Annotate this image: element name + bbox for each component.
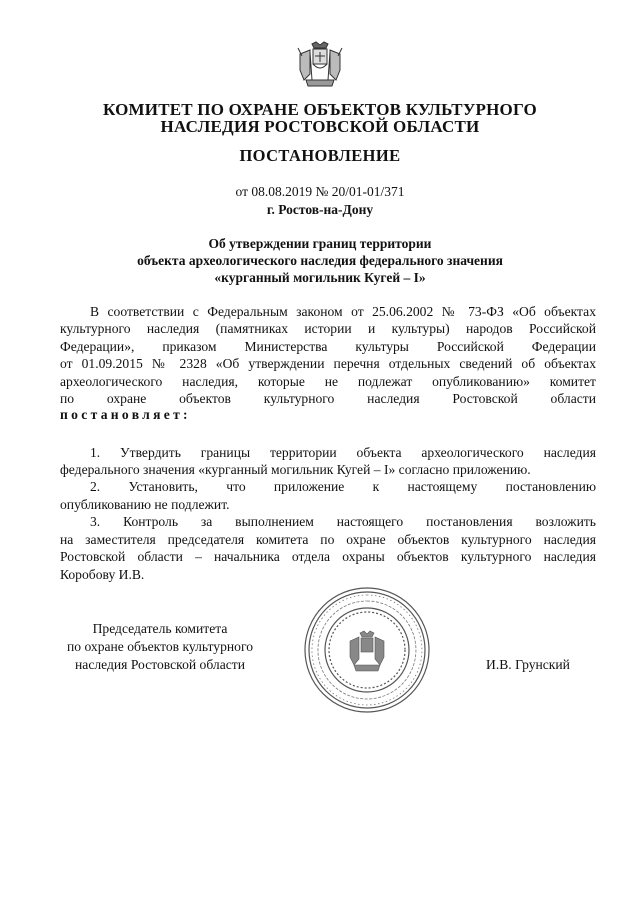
preamble-line: от 01.09.2015 № 2328 «Об утверждении перечня отдельных сведений об объектах: [60, 356, 596, 371]
document-type: ПОСТАНОВЛЕНИЕ: [239, 146, 401, 165]
item-3-line: 3. Контроль за выполнением настоящего постановления возложить: [90, 514, 596, 529]
document-city: г. Ростов-на-Дону: [266, 202, 374, 217]
organization-name-line-2: НАСЛЕДИЯ РОСТОВСКОЙ ОБЛАСТИ: [160, 117, 480, 136]
signatory-title-line-3: наследия Ростовской области: [75, 657, 245, 672]
signatory-name: И.В. Грунский: [486, 657, 570, 672]
signatory-title-line-2: по охране объектов культурного: [66, 639, 254, 654]
item-2-line: 2. Установить, что приложение к настоящему постановлению: [90, 479, 596, 494]
rostov-oblast-coat-of-arms-icon: [296, 40, 344, 90]
preamble-line: культурного наследия (памятниках истории и культуры) народов Российской: [60, 321, 596, 336]
preamble-line: археологического наследия, которые не подлежат опубликованию» комитет: [60, 374, 596, 389]
item-2-line: опубликованию не подлежит.: [60, 497, 230, 512]
preamble-line: В соответствии с Федеральным законом от 25.06.2002 № 73-ФЗ «Об объектах: [90, 304, 596, 319]
decree-word: постановляет:: [60, 407, 191, 422]
preamble-line: по охране объектов культурного наследия Ростовской области: [60, 391, 596, 406]
preamble-line: Федерации», приказом Министерства культуры Российской Федерации: [60, 339, 596, 354]
subject-line-3: «курганный могильник Кугей – I»: [214, 270, 426, 285]
item-3-line: Коробову И.В.: [60, 567, 145, 582]
signatory-title-line-1: Председатель комитета: [92, 621, 228, 636]
item-3-line: Ростовской области – начальника отдела охраны объектов культурного наследия: [60, 549, 596, 564]
item-1-line: 1. Утвердить границы территории объекта археологического наследия: [90, 445, 596, 460]
document-date-number: от 08.08.2019 № 20/01-01/371: [235, 184, 405, 199]
item-1-line: федерального значения «курганный могильник Кугей – I» согласно приложению.: [60, 462, 531, 477]
item-3-line: на заместителя председателя комитета по охране объектов культурного наследия: [60, 532, 596, 547]
subject-line-1: Об утверждении границ территории: [208, 236, 432, 251]
subject-line-2: объекта археологического наследия федерального значения: [137, 253, 503, 268]
official-round-seal-icon: [302, 585, 432, 715]
organization-name-line-1: КОМИТЕТ ПО ОХРАНЕ ОБЪЕКТОВ КУЛЬТУРНОГО: [103, 100, 537, 119]
